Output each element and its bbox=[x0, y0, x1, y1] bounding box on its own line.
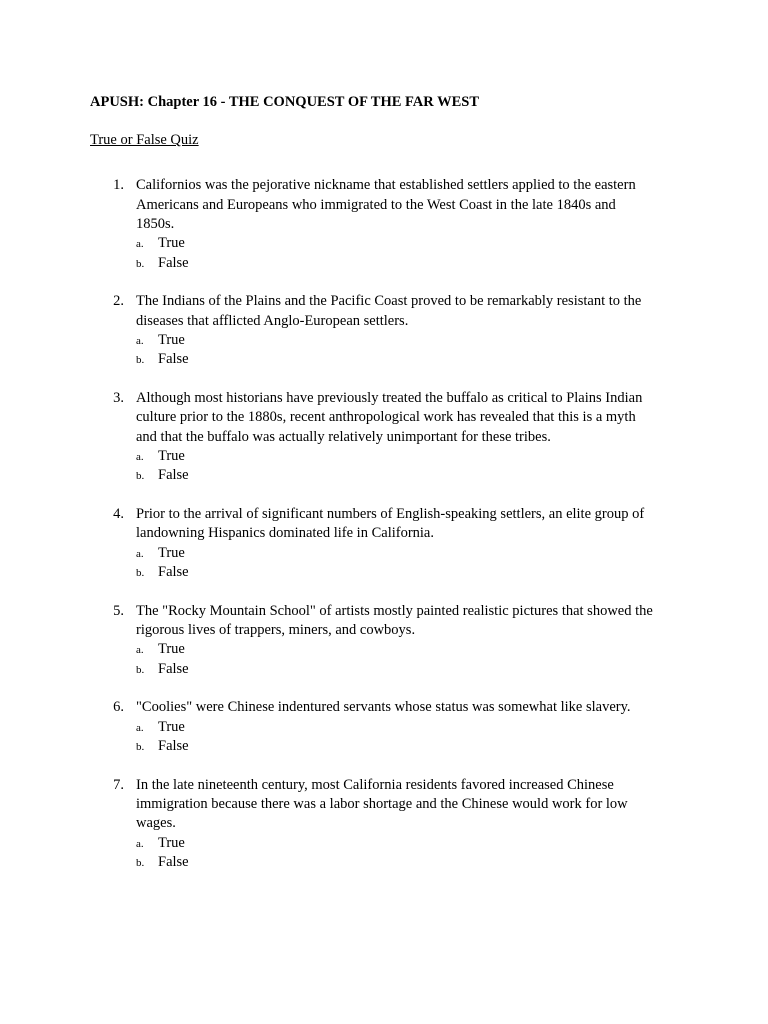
answer-options bbox=[136, 834, 768, 873]
answer-options bbox=[136, 234, 768, 273]
answer-option bbox=[136, 660, 768, 679]
question-item bbox=[0, 698, 768, 756]
option-text: False bbox=[158, 660, 189, 677]
option-letter: b. bbox=[136, 354, 145, 367]
question-number: 5. bbox=[113, 602, 124, 619]
question-text-line: Californios was the pejorative nickname that established settlers applied to the eastern bbox=[136, 177, 636, 194]
question-number: 2. bbox=[113, 293, 124, 310]
question-text-line: The "Rocky Mountain School" of artists mostly painted realistic pictures that showed the bbox=[136, 602, 653, 619]
question-text-line: "Coolies" were Chinese indentured servants whose status was somewhat like slavery. bbox=[136, 699, 631, 716]
answer-options bbox=[136, 718, 768, 757]
option-text: False bbox=[158, 467, 189, 484]
option-text: False bbox=[158, 738, 189, 755]
option-text: False bbox=[158, 854, 189, 870]
option-letter: b. bbox=[136, 663, 145, 676]
option-letter: a. bbox=[136, 547, 144, 560]
answer-option bbox=[136, 234, 768, 253]
question-item bbox=[0, 292, 768, 369]
answer-option bbox=[136, 834, 768, 853]
answer-option bbox=[136, 737, 768, 756]
answer-option bbox=[136, 331, 768, 350]
answer-options bbox=[136, 640, 768, 679]
question-text-line: immigration because there was a labor shortage and the Chinese would work for low bbox=[136, 796, 628, 813]
option-text: True bbox=[158, 447, 185, 464]
option-letter: a. bbox=[136, 644, 144, 657]
question-text-line: culture prior to the 1880s, recent anthropological work has revealed that this is a myth bbox=[136, 409, 636, 426]
option-letter: a. bbox=[136, 334, 144, 347]
question-number: 4. bbox=[113, 506, 124, 523]
answer-option bbox=[136, 254, 768, 273]
option-letter: b. bbox=[136, 566, 145, 579]
document-title: APUSH: Chapter 16 - THE CONQUEST OF THE FAR WEST bbox=[90, 94, 480, 110]
answer-option bbox=[136, 544, 768, 563]
option-text: True bbox=[158, 235, 185, 252]
question-text-line: landowning Hispanics dominated life in California. bbox=[136, 525, 434, 542]
question-item bbox=[0, 176, 768, 272]
option-text: True bbox=[158, 718, 185, 735]
answer-options bbox=[136, 331, 768, 370]
question-item bbox=[0, 776, 768, 872]
question-number: 3. bbox=[113, 390, 124, 407]
answer-option bbox=[136, 350, 768, 369]
question-text-line: rigorous lives of trappers, miners, and cowboys. bbox=[136, 622, 416, 639]
option-text: True bbox=[158, 834, 185, 851]
question-number: 7. bbox=[113, 776, 124, 793]
option-text: False bbox=[158, 563, 189, 580]
question-text-line: Americans and Europeans who immigrated to the West Coast in the late 1840s and bbox=[136, 196, 616, 213]
option-text: True bbox=[158, 641, 185, 658]
question-text-line: Although most historians have previously treated the buffalo as critical to Plains Indian bbox=[136, 390, 643, 407]
question-list bbox=[0, 176, 768, 891]
question-text-line: and that the buffalo was actually relatively unimportant for these tribes. bbox=[136, 428, 551, 445]
answer-options bbox=[136, 447, 768, 486]
option-text: False bbox=[158, 254, 189, 271]
option-letter: a. bbox=[136, 450, 144, 463]
question-text-line: wages. bbox=[136, 815, 176, 832]
quiz-heading: True or False Quiz bbox=[90, 132, 199, 148]
option-letter: b. bbox=[136, 741, 145, 754]
question-text-line: Prior to the arrival of significant numbers of English-speaking settlers, an elite group of bbox=[136, 506, 645, 523]
answer-option bbox=[136, 466, 768, 485]
question-text-line: diseases that afflicted Anglo-European settlers. bbox=[136, 312, 409, 329]
question-text-line: The Indians of the Plains and the Pacific Coast proved to be remarkably resistant to the bbox=[136, 293, 642, 310]
option-text: True bbox=[158, 331, 185, 348]
question-number: 6. bbox=[113, 699, 124, 716]
question-item bbox=[0, 505, 768, 582]
option-letter: b. bbox=[136, 857, 145, 869]
question-number: 1. bbox=[113, 177, 124, 194]
option-letter: b. bbox=[136, 257, 145, 270]
answer-option bbox=[136, 563, 768, 582]
option-letter: a. bbox=[136, 837, 144, 850]
option-text: False bbox=[158, 351, 189, 368]
question-text-line: 1850s. bbox=[136, 215, 175, 232]
question-item bbox=[0, 602, 768, 679]
answer-options bbox=[136, 544, 768, 583]
question-item bbox=[0, 389, 768, 485]
answer-option bbox=[136, 640, 768, 659]
option-text: True bbox=[158, 544, 185, 561]
answer-option bbox=[136, 447, 768, 466]
option-letter: b. bbox=[136, 470, 145, 483]
answer-option bbox=[136, 853, 768, 872]
option-letter: a. bbox=[136, 721, 144, 734]
answer-option bbox=[136, 718, 768, 737]
question-text-line: In the late nineteenth century, most California residents favored increased Chinese bbox=[136, 776, 614, 793]
option-letter: a. bbox=[136, 238, 144, 251]
